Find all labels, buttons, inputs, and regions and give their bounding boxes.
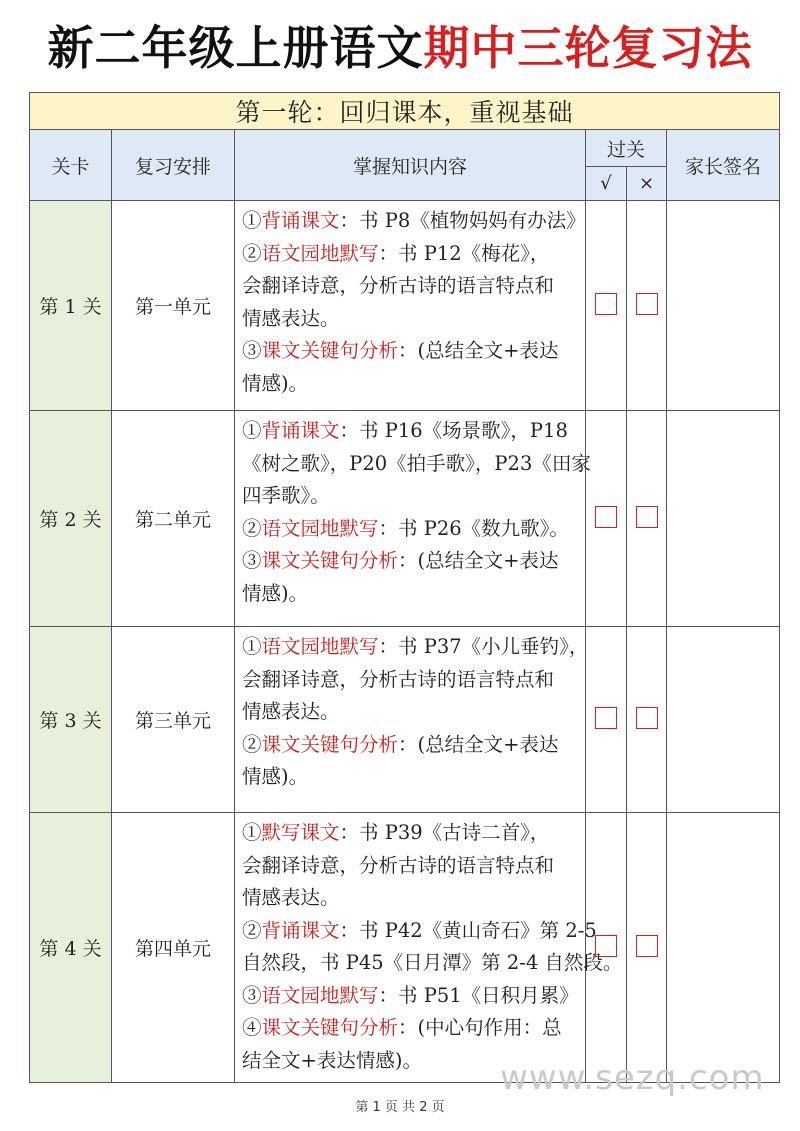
- content-line: [242, 303, 581, 336]
- content-line: [242, 761, 581, 794]
- content-keyword: 默写课文: [261, 821, 340, 844]
- content-text: 情感)。: [242, 765, 309, 788]
- header-level: 关卡: [30, 130, 112, 201]
- content-text: 情感)。: [242, 371, 309, 395]
- content-line: [242, 270, 581, 303]
- content-line: [242, 817, 581, 850]
- content-line: [242, 480, 581, 513]
- content-line: [242, 545, 581, 578]
- content-keyword: 背诵课文: [261, 918, 340, 942]
- content-line: [242, 205, 586, 238]
- content-text: ：书 P39《古诗二首》，: [339, 821, 550, 844]
- header-cross: ×: [627, 167, 667, 201]
- content-text: ③: [242, 983, 262, 1007]
- content-cell: [235, 411, 591, 627]
- content-text: ①: [242, 419, 262, 442]
- content-text: ：书 P37《小儿垂钓》，: [378, 635, 589, 658]
- cross-box-cell: [627, 201, 667, 411]
- content-text: ：(中心句作用：总: [398, 1016, 562, 1039]
- review-table: [29, 92, 780, 1083]
- content-text: 结全文+表达情感)。: [242, 1048, 422, 1072]
- content-line: [242, 368, 581, 401]
- content-text: ①: [242, 821, 262, 844]
- content-line: [242, 448, 591, 481]
- content-text: ①: [242, 635, 262, 658]
- content-text: 会翻译诗意，分析古诗的语言特点和: [242, 853, 555, 877]
- title-black-part: 新二年级上册语文: [47, 21, 424, 75]
- content-keyword: 课文关键句分析: [261, 549, 399, 572]
- check-box-cell: [586, 411, 627, 627]
- content-text: ③: [242, 339, 262, 362]
- content-text: ②: [242, 732, 262, 756]
- content-cell: [235, 813, 623, 1083]
- content-line: [242, 238, 581, 271]
- content-text: ①: [242, 209, 262, 232]
- content-text: ：(总结全文+表达: [398, 549, 559, 572]
- content-line: [242, 696, 581, 729]
- page-footer: 第 1 页 共 2 页: [355, 1100, 445, 1115]
- table-row: [30, 201, 780, 411]
- cross-box-cell: [627, 813, 667, 1083]
- content-text: 情感)。: [242, 581, 309, 605]
- content-line: [242, 729, 581, 762]
- content-line: [242, 850, 581, 883]
- check-box[interactable]: [595, 707, 617, 729]
- cross-box-cell: [627, 411, 667, 627]
- cross-box[interactable]: [636, 707, 658, 729]
- content-text: 情感表达。: [242, 700, 340, 723]
- content-keyword: 语文园地默写: [261, 635, 379, 658]
- content-keyword: 课文关键句分析: [261, 1016, 399, 1039]
- watermark: www.sezq.com: [500, 1058, 765, 1098]
- header-content: 掌握知识内容: [235, 130, 586, 201]
- title-red-part: 期中三轮复习法: [423, 21, 753, 75]
- content-text: 会翻译诗意，分析古诗的语言特点和: [242, 667, 555, 691]
- level-cell: 第 2 关: [30, 411, 112, 627]
- content-text: 情感表达。: [242, 306, 340, 330]
- content-line: [242, 947, 623, 980]
- check-box-cell: [586, 201, 627, 411]
- unit-cell: 第二单元: [112, 411, 235, 627]
- content-text: ②: [242, 241, 262, 265]
- content-cell: [235, 627, 589, 813]
- content-text: ：书 P16《场景歌》，P18: [339, 419, 568, 442]
- content-line: [242, 980, 581, 1013]
- level-cell: 第 1 关: [30, 201, 112, 411]
- content-keyword: 语文园地默写: [261, 983, 379, 1007]
- level-cell: 第 4 关: [30, 813, 112, 1083]
- header-plan: 复习安排: [112, 130, 235, 201]
- content-text: ：书 P42《黄山奇石》第 2-5: [339, 918, 597, 942]
- content-line: [242, 915, 597, 948]
- check-box-cell: [586, 627, 627, 813]
- content-text: 会翻译诗意，分析古诗的语言特点和: [242, 274, 555, 297]
- content-text: ：(总结全文+表达: [398, 339, 559, 362]
- content-text: 自然段，书 P45《日月潭》第 2-4 自然段。: [242, 951, 623, 974]
- content-keyword: 语文园地默写: [261, 241, 379, 265]
- parent-sign-cell[interactable]: [667, 627, 780, 813]
- header-sign: 家长签名: [667, 130, 780, 201]
- check-box[interactable]: [595, 506, 617, 528]
- content-text: ③: [242, 549, 262, 572]
- content-line: [242, 631, 589, 664]
- content-line: [242, 1012, 581, 1045]
- content-text: 情感表达。: [242, 886, 340, 909]
- cross-box[interactable]: [636, 293, 658, 315]
- check-box-cell: [586, 813, 627, 1083]
- unit-cell: 第一单元: [112, 201, 235, 411]
- parent-sign-cell[interactable]: [667, 201, 780, 411]
- content-text: 四季歌》。: [242, 484, 330, 507]
- table-row: [30, 813, 780, 1083]
- content-text: ：书 P12《梅花》，: [378, 241, 550, 265]
- content-keyword: 语文园地默写: [261, 516, 379, 540]
- unit-cell: 第三单元: [112, 627, 235, 813]
- content-keyword: 课文关键句分析: [261, 732, 399, 756]
- cross-box[interactable]: [636, 506, 658, 528]
- unit-cell: 第四单元: [112, 813, 235, 1083]
- content-line: [242, 335, 581, 368]
- check-box[interactable]: [595, 935, 617, 957]
- content-line: [242, 664, 581, 697]
- content-text: ：书 P26《数九歌》。: [378, 516, 569, 540]
- header-pass: 过关: [586, 130, 667, 167]
- check-box[interactable]: [595, 293, 617, 315]
- content-text: 《树之歌》，P20《拍手歌》，P23《田家: [242, 451, 591, 475]
- content-text: ：书 P51《日积月累》: [378, 983, 579, 1007]
- content-cell: [235, 201, 586, 411]
- parent-sign-cell[interactable]: [667, 411, 780, 627]
- page-title: [0, 18, 800, 78]
- content-keyword: 背诵课文: [261, 209, 340, 232]
- content-text: ④: [242, 1016, 262, 1039]
- content-line: [242, 415, 581, 448]
- table-row: [30, 627, 780, 813]
- cross-box-cell: [627, 627, 667, 813]
- content-line: [242, 578, 581, 611]
- content-text: ②: [242, 516, 262, 540]
- content-keyword: 背诵课文: [261, 419, 340, 442]
- content-keyword: 课文关键句分析: [261, 339, 399, 362]
- cross-box[interactable]: [636, 935, 658, 957]
- content-text: ②: [242, 918, 262, 942]
- round-title: 第一轮：回归课本，重视基础: [30, 93, 780, 130]
- parent-sign-cell[interactable]: [667, 813, 780, 1083]
- content-line: [242, 513, 581, 546]
- header-check: √: [586, 167, 627, 201]
- level-cell: 第 3 关: [30, 627, 112, 813]
- content-text: ：(总结全文+表达: [398, 732, 559, 756]
- table-row: [30, 411, 780, 627]
- content-text: ：书 P8《植物妈妈有办法》: [339, 209, 586, 232]
- content-line: [242, 882, 581, 915]
